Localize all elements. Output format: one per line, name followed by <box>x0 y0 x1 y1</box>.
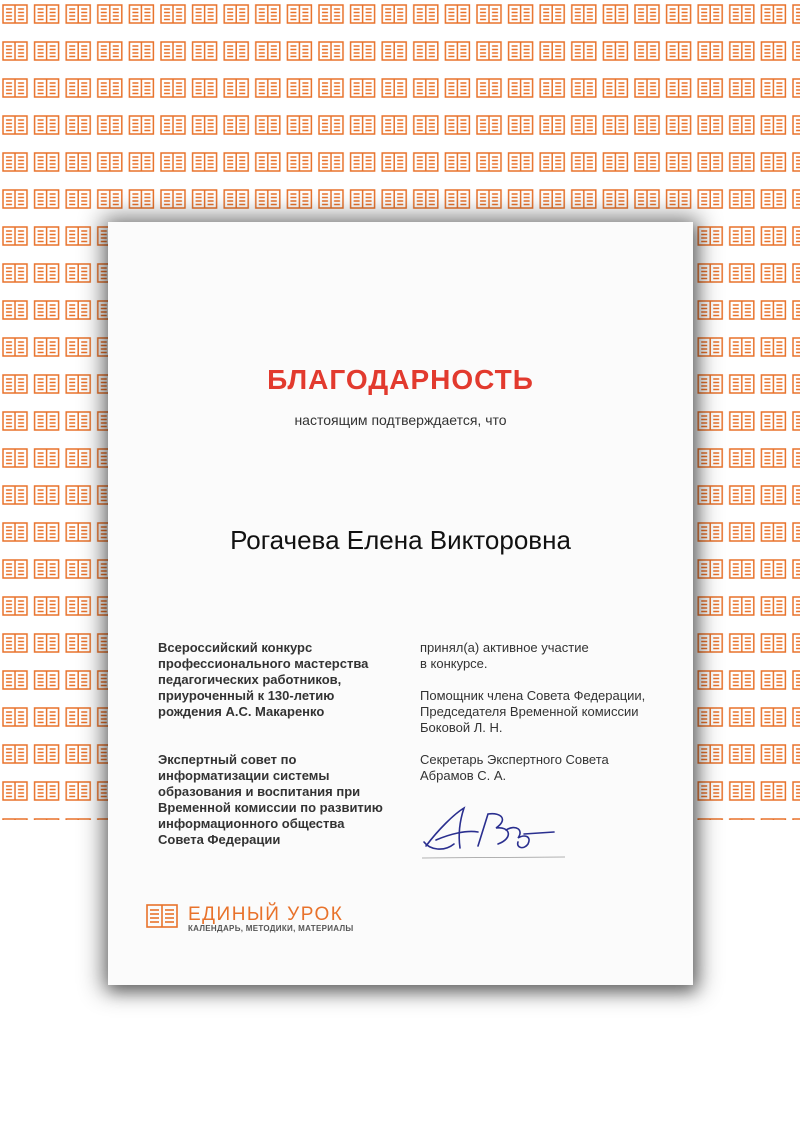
recipient-name: Рогачева Елена Викторовна <box>230 525 571 555</box>
certificate-title: БЛАГОДАРНОСТЬ <box>267 364 534 395</box>
contest-description: Всероссийский конкурс профессионального мастерства педагогических работников, приуроченный к 130-летию рождения А.С. Макаренко <box>158 640 369 719</box>
certificate-sheet <box>108 222 693 985</box>
book-icon <box>146 902 178 930</box>
logo-tagline: КАЛЕНДАРЬ, МЕТОДИКИ, МАТЕРИАЛЫ <box>188 924 354 933</box>
logo-name: ЕДИНЫЙ УРОК <box>188 904 344 925</box>
certificate-subtitle: настоящим подтверждается, что <box>294 412 507 428</box>
handwritten-signature <box>420 800 570 860</box>
participation-statement: принял(а) активное участие в конкурсе. <box>420 640 589 671</box>
council-description: Экспертный совет по информатизации системы образования и воспитания при Временной комиссии по развитию информационного общества Совета Федерации <box>158 752 383 847</box>
assistant-signatory: Помощник члена Совета Федерации, Председателя Временной комиссии Боковой Л. Н. <box>420 688 646 735</box>
secretary-signatory: Секретарь Экспертного Совета Абрамов С. А. <box>420 752 609 783</box>
